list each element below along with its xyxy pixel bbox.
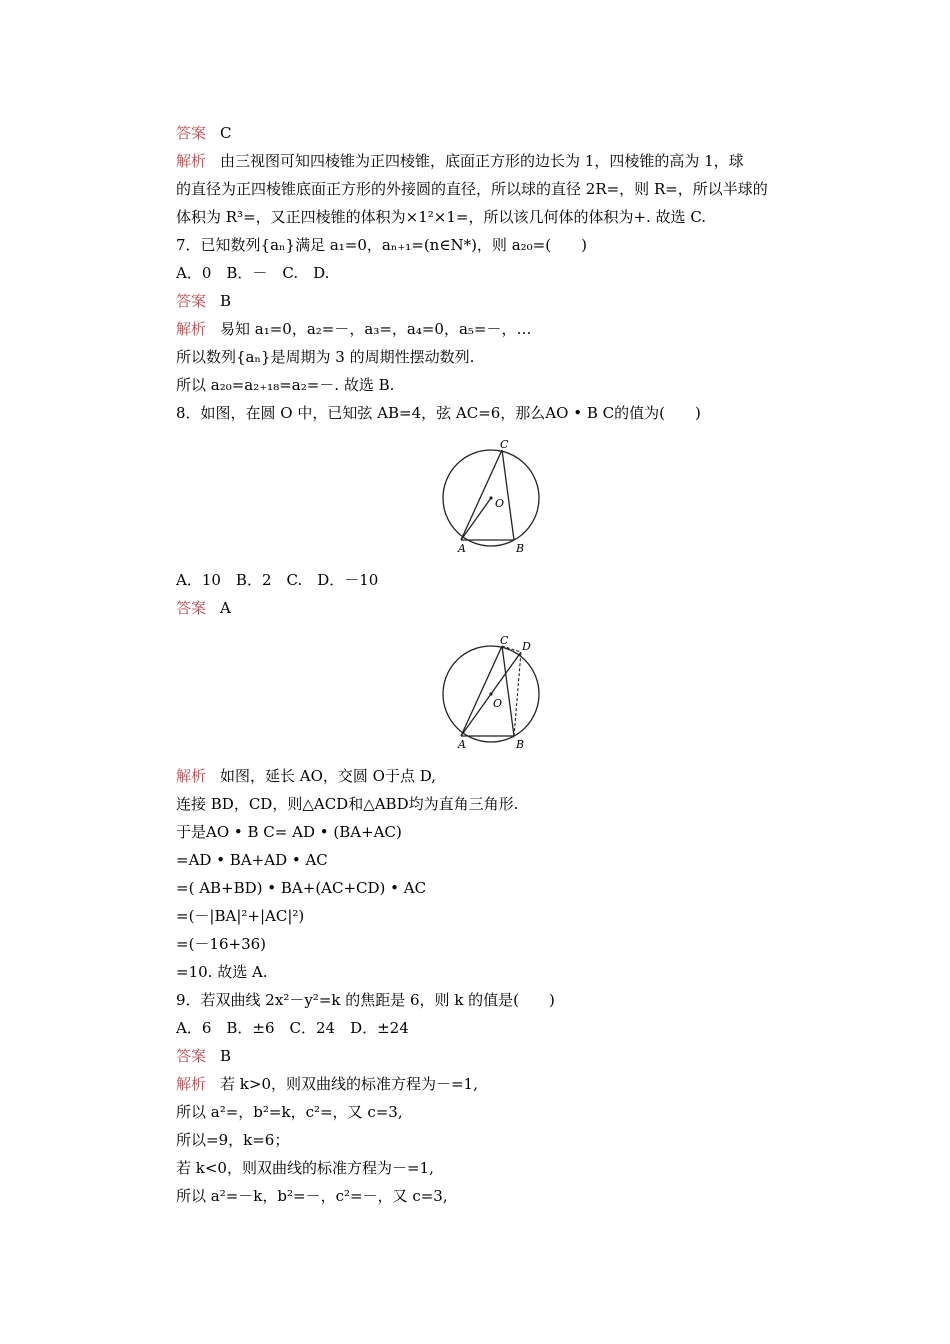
line-27 xyxy=(176,1159,434,1177)
line-23 xyxy=(176,1047,231,1065)
chord-bc xyxy=(502,450,514,540)
line-text: 所以 a²=，b²=k，c²=，又 c=3, xyxy=(176,1103,403,1121)
label-a: A xyxy=(458,738,466,751)
line-text: =10. 故选 A. xyxy=(176,963,268,981)
line-text: C xyxy=(220,124,232,142)
line-21 xyxy=(176,991,555,1009)
line-15 xyxy=(176,823,402,841)
line-text: =(－|BA|²+|AC|²) xyxy=(176,907,305,925)
line-text: 若 k<0，则双曲线的标准方程为－=1, xyxy=(176,1159,434,1177)
line-16 xyxy=(176,851,328,869)
line-text: =( AB+BD) • BA+(AC+CD) • AC xyxy=(176,879,427,897)
label-b: B xyxy=(516,738,525,751)
analysis-tag: 解析 xyxy=(176,767,207,785)
line-text: 所以=9，k=6； xyxy=(176,1131,290,1149)
line-text: 由三视图可知四棱锥为正四棱锥，底面正方形的边长为 1，四棱锥的高为 1，球 xyxy=(220,152,744,170)
chord-ac xyxy=(461,450,505,540)
line-text: 所以数列{aₙ}是周期为 3 的周期性摆动数列. xyxy=(176,348,475,366)
line-24 xyxy=(176,1075,478,1093)
line-8 xyxy=(176,348,474,366)
line-text: 于是AO • B C= AD • (BA+AC) xyxy=(176,823,402,841)
line-20 xyxy=(176,963,268,981)
line-22 xyxy=(176,1019,409,1037)
label-c: C xyxy=(500,438,509,451)
line-2 xyxy=(176,180,768,198)
line-4 xyxy=(176,236,587,254)
line-text: 连接 BD，CD，则△ACD和△ABD均为直角三角形. xyxy=(176,795,519,813)
line-text: A．6 B．±6 C．24 D．±24 xyxy=(176,1019,409,1037)
line-19 xyxy=(176,935,266,953)
label-c: C xyxy=(500,634,509,647)
chord-bc xyxy=(502,646,514,736)
line-text: A．0 B．－ C. D. xyxy=(176,264,330,282)
circle-figure-2 xyxy=(438,628,548,758)
line-28 xyxy=(176,1187,448,1205)
analysis-tag: 解析 xyxy=(176,152,207,170)
line-12 xyxy=(176,599,231,617)
label-o: O xyxy=(495,497,505,510)
line-0 xyxy=(176,124,232,142)
line-3 xyxy=(176,208,706,226)
line-text: 所以 a²=－k，b²=－，c²=－，又 c=3, xyxy=(176,1187,448,1205)
line-18 xyxy=(176,907,304,925)
line-13 xyxy=(176,767,436,785)
line-7 xyxy=(176,320,532,338)
segment-ao xyxy=(461,498,491,540)
line-11 xyxy=(176,571,378,589)
label-b: B xyxy=(516,542,525,555)
line-17 xyxy=(176,879,426,897)
center-point xyxy=(489,692,492,695)
line-text: 若 k>0，则双曲线的标准方程为－=1, xyxy=(220,1075,478,1093)
line-text: =AD • BA+AD • AC xyxy=(176,851,328,869)
line-text: 的直径为正四棱锥底面正方形的外接圆的直径，所以球的直径 2R=，则 R=，所以半球的 xyxy=(176,180,768,198)
line-text: 易知 a₁=0，a₂=－，a₃=，a₄=0，a₅=－，… xyxy=(220,320,532,338)
line-text: 体积为 R³=，又正四棱锥的体积为×1²×1=，所以该几何体的体积为+. 故选 C. xyxy=(176,208,707,226)
line-14 xyxy=(176,795,518,813)
answer-tag: 答案 xyxy=(176,1047,207,1065)
label-a: A xyxy=(458,542,466,555)
line-text: =(－16+36) xyxy=(176,935,267,953)
line-10 xyxy=(176,404,701,422)
line-25 xyxy=(176,1103,403,1121)
line-9 xyxy=(176,376,394,394)
circle-figure-1 xyxy=(438,432,548,562)
center-point xyxy=(489,496,492,499)
answer-tag: 答案 xyxy=(176,292,207,310)
chord-ac xyxy=(461,646,502,736)
line-text: 7．已知数列{aₙ}满足 a₁=0，aₙ₊₁=(n∈N*)，则 a₂₀=( ) xyxy=(176,236,587,254)
answer-tag: 答案 xyxy=(176,124,207,142)
line-text: 所以 a₂₀=a₂₊₁₈=a₂=－. 故选 B. xyxy=(176,376,395,394)
line-text: B xyxy=(220,292,232,310)
label-o: O xyxy=(493,697,503,710)
line-text: 9．若双曲线 2x²－y²=k 的焦距是 6，则 k 的值是( ) xyxy=(176,991,555,1009)
answer-tag: 答案 xyxy=(176,599,207,617)
line-6 xyxy=(176,292,231,310)
analysis-tag: 解析 xyxy=(176,320,207,338)
line-text: B xyxy=(220,1047,232,1065)
line-text: 8．如图，在圆 O 中，已知弦 AB=4，弦 AC=6，那么AO • B C的值为( ) xyxy=(176,404,701,422)
analysis-tag: 解析 xyxy=(176,1075,207,1093)
line-26 xyxy=(176,1131,289,1149)
line-1 xyxy=(176,152,744,170)
line-5 xyxy=(176,264,329,282)
line-text: A xyxy=(220,599,231,617)
line-text: 如图，延长 AO，交圆 O于点 D, xyxy=(220,767,437,785)
line-text: A．10 B．2 C. D．－10 xyxy=(176,571,379,589)
label-d: D xyxy=(522,640,531,653)
segment-bd xyxy=(514,652,521,736)
